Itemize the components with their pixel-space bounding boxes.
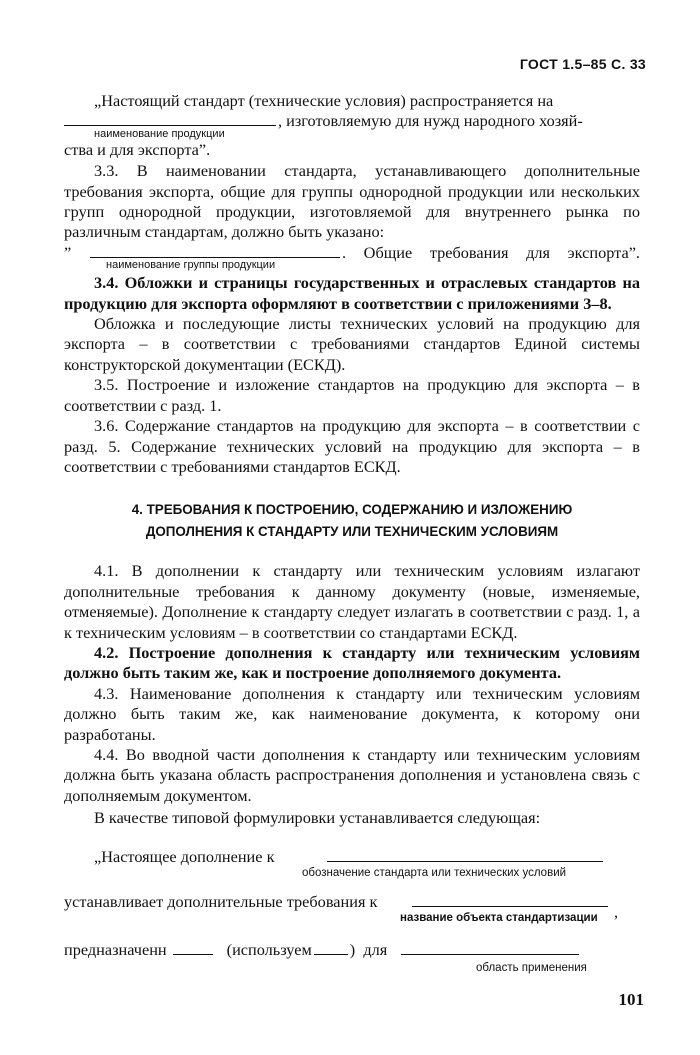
quote-line-1: „Настоящий стандарт (технические условия) распространяется на [94, 91, 554, 110]
form-row-1 [64, 847, 640, 867]
caption-application-area: область применения [476, 961, 587, 974]
form-row-3-text-b: (используем [226, 940, 312, 960]
section-4-heading-line-2: ДОПОЛНЕНИЯ К СТАНДАРТУ ИЛИ ТЕХНИЧЕСКИМ УСЛОВИЯМ [145, 524, 559, 540]
page-header: ГОСТ 1.5–85 С. 33 [519, 56, 646, 72]
clause-3-4: 3.4. Обложки и страницы государственных и отраслевых стандартов на продукцию для экспорта оформляют в соответствии с приложениями 3–8. [64, 273, 640, 313]
typical-wording-form [64, 847, 640, 974]
clause-3-3: 3.3. В наименовании стандарта, устанавливающего дополнительные требования экспорта, общие для группы однородной продукции или нескольких групп однородной продукции, изготовляемой для внутреннего рынка по различным стандартам, должно быть указано: [64, 161, 640, 242]
blank-line-suffix-1 [173, 954, 213, 955]
quote-line-3: ства и для экспорта”. [64, 139, 211, 159]
clause-4-3: 4.3. Наименование дополнения к стандарту или техническим условиям должно быть таким же, как наименование документа, к которому они разработаны. [64, 683, 640, 744]
quote-line-2-text: , изготовляемую для нужд народного хозяй- [278, 111, 583, 131]
form-row-1-text: „Настоящее дополнение к [94, 846, 275, 866]
quote-open-mark: ” [64, 242, 72, 262]
blank-line-application-area [401, 954, 579, 955]
clause-3-3-title: . Общие требования для экспорта”. [342, 242, 640, 262]
section-4-heading-line-1: 4. ТРЕБОВАНИЯ К ПОСТРОЕНИЮ, СОДЕРЖАНИЮ И ИЗЛОЖЕНИЮ [131, 502, 573, 518]
clause-4-4: 4.4. Во вводной части дополнения к стандарту или техническим условиям должна быть указана область распространения дополнения и установлена связь с дополняемым документом. [64, 744, 640, 805]
form-row-3-text-a: предназначенн [64, 940, 167, 960]
blank-line-suffix-2 [314, 954, 348, 955]
clause-4-2: 4.2. Построение дополнения к стандарту или техническим условиям должно быть таким же, как и построение дополняемого документа. [64, 642, 640, 683]
form-row-3-text-c: ) для [349, 940, 388, 960]
section-4-heading [64, 499, 640, 543]
clause-4-1: 4.1. В дополнении к стандарту или техническим условиям излагают дополнительные требования к данному документу (новые, изменяемые, отменяемые). Дополнение к стандарту следует излагать в соответствии с разд. 1, а к техническим условиям – в соответствии со стандартами ЕСКД. [64, 561, 640, 642]
blank-line-product [64, 125, 276, 126]
caption-standard-designation: обозначение стандарта или технических условий [302, 867, 567, 879]
page-body [64, 91, 640, 974]
form-row-2-text: устанавливает дополнительные требования к [64, 892, 378, 911]
clause-3-5: 3.5. Построение и изложение стандартов на продукцию для экспорта – в соответствии с разд. 1. [64, 375, 640, 415]
blank-line-product-group [90, 257, 340, 258]
blank-line-standard-designation [327, 861, 603, 862]
blank-line-standardization-object [412, 906, 608, 907]
caption-product-name: наименование продукции [94, 127, 225, 140]
caption-product-group: наименование группы продукции [106, 259, 276, 272]
typical-wording-intro: В качестве типовой формулировки устанавливается следующая: [94, 808, 541, 828]
form-row-3 [64, 940, 640, 960]
clause-3-4-cont: Обложка и последующие листы технических условий на продукцию для экспорта – в соответствии с требованиями стандартов Единой системы конструкторской документации (ЕСКД). [64, 314, 640, 374]
form-row-2-comma: , [614, 902, 619, 921]
caption-standardization-object: название объекта стандартизации [400, 912, 598, 925]
clause-3-6: 3.6. Содержание стандартов на продукцию для экспорта – в соответствии с разд. 5. Содержание технических условий на продукцию для экспорта – в соответствии с требованиями стандартов ЕСКД. [64, 416, 640, 476]
page-number: 101 [618, 990, 644, 1009]
